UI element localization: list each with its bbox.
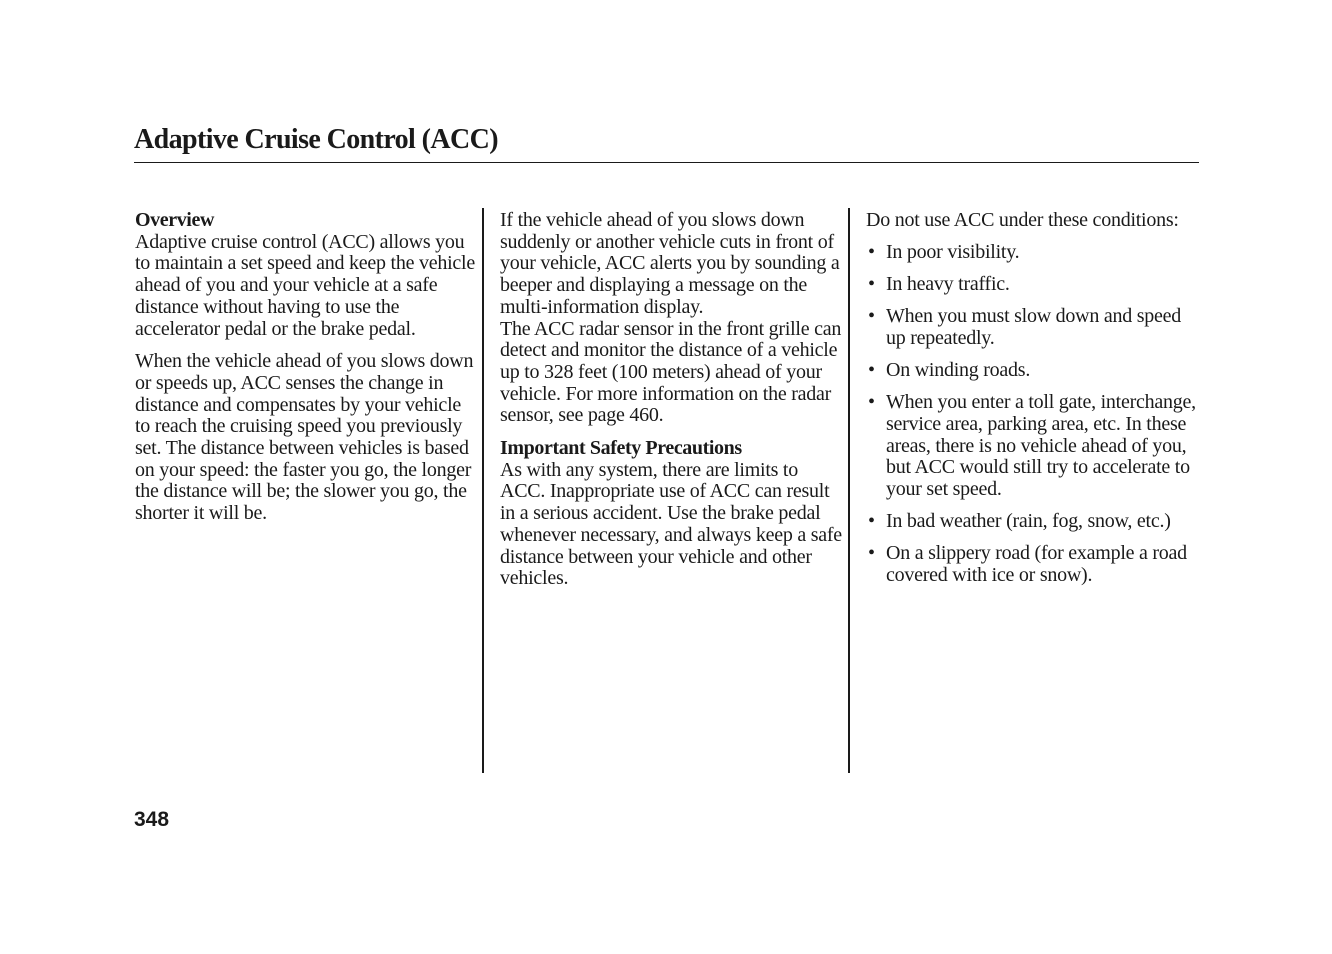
- safety-heading: Important Safety Precautions: [500, 437, 742, 460]
- bullet-icon: •: [868, 359, 875, 382]
- list-item-text: When you enter a toll gate, interchange, service area, parking area, etc. In these areas, there is no vehicle ahead of you, but ACC would still try to accelerate to your set speed.: [886, 391, 1196, 501]
- list-item: [866, 392, 1201, 501]
- list-item-text: When you must slow down and speed up repeatedly.: [886, 305, 1182, 349]
- list-item-text: In bad weather (rain, fog, snow, etc.): [886, 510, 1171, 533]
- page-number: 348: [134, 808, 170, 831]
- list-item: [866, 543, 1201, 586]
- column-alerts: [500, 210, 845, 601]
- bullet-icon: •: [868, 391, 875, 414]
- column-divider-1: [482, 208, 484, 773]
- column-divider-2: [848, 208, 850, 773]
- overview-heading: Overview: [135, 209, 214, 231]
- page-title: Adaptive Cruise Control (ACC): [134, 124, 498, 155]
- overview-text: Adaptive cruise control (ACC) allows you to maintain a set speed and keep the vehicle ahead of you and your vehicle at a safe distance without having to use the accelerator pedal or the brake pedal.: [135, 230, 475, 340]
- bullet-icon: •: [868, 240, 875, 263]
- safety-section: [500, 438, 845, 590]
- list-item-text: On winding roads.: [886, 359, 1031, 382]
- radar-sensor-paragraph: The ACC radar sensor in the front grille can detect and monitor the distance of a vehicle up to 328 feet (100 meters) ahead of your vehicle. For more information on the radar sensor, see page 460.: [500, 317, 842, 427]
- list-item-text: In poor visibility.: [886, 240, 1020, 263]
- bullet-icon: •: [868, 542, 875, 565]
- alert-paragraph: If the vehicle ahead of you slows down suddenly or another vehicle cuts in front of your vehicle, ACC alerts you by sounding a beeper and displaying a message on the multi-information display.: [500, 209, 840, 318]
- bullet-icon: •: [868, 305, 875, 328]
- bullet-icon: •: [868, 272, 875, 295]
- list-item: [866, 306, 1201, 349]
- list-item: [866, 274, 1201, 296]
- bullet-icon: •: [868, 510, 875, 533]
- speed-adjustment-paragraph: When the vehicle ahead of you slows down or speeds up, ACC senses the change in distance and compensates by your vehicle to reach the cruising speed you previously set. The distance between vehicles is based on your speed: the faster you go, the longer the distance will be; the slower you go, the shorter it will be.: [135, 350, 474, 525]
- list-item: [866, 511, 1201, 533]
- list-item: [866, 360, 1201, 382]
- column-overview: [135, 210, 480, 536]
- conditions-intro: Do not use ACC under these conditions:: [866, 209, 1179, 231]
- list-item: [866, 242, 1201, 264]
- title-divider: [134, 162, 1199, 163]
- overview-section: [135, 210, 480, 340]
- column-conditions: [866, 210, 1201, 597]
- safety-text: As with any system, there are limits to ACC. Inappropriate use of ACC can result in a serious accident. Use the brake pedal whenever necessary, and always keep a safe distance between your vehicle and other vehicles.: [500, 458, 842, 590]
- conditions-list: [866, 242, 1201, 587]
- list-item-text: On a slippery road (for example a road covered with ice or snow).: [886, 542, 1187, 587]
- list-item-text: In heavy traffic.: [886, 272, 1010, 295]
